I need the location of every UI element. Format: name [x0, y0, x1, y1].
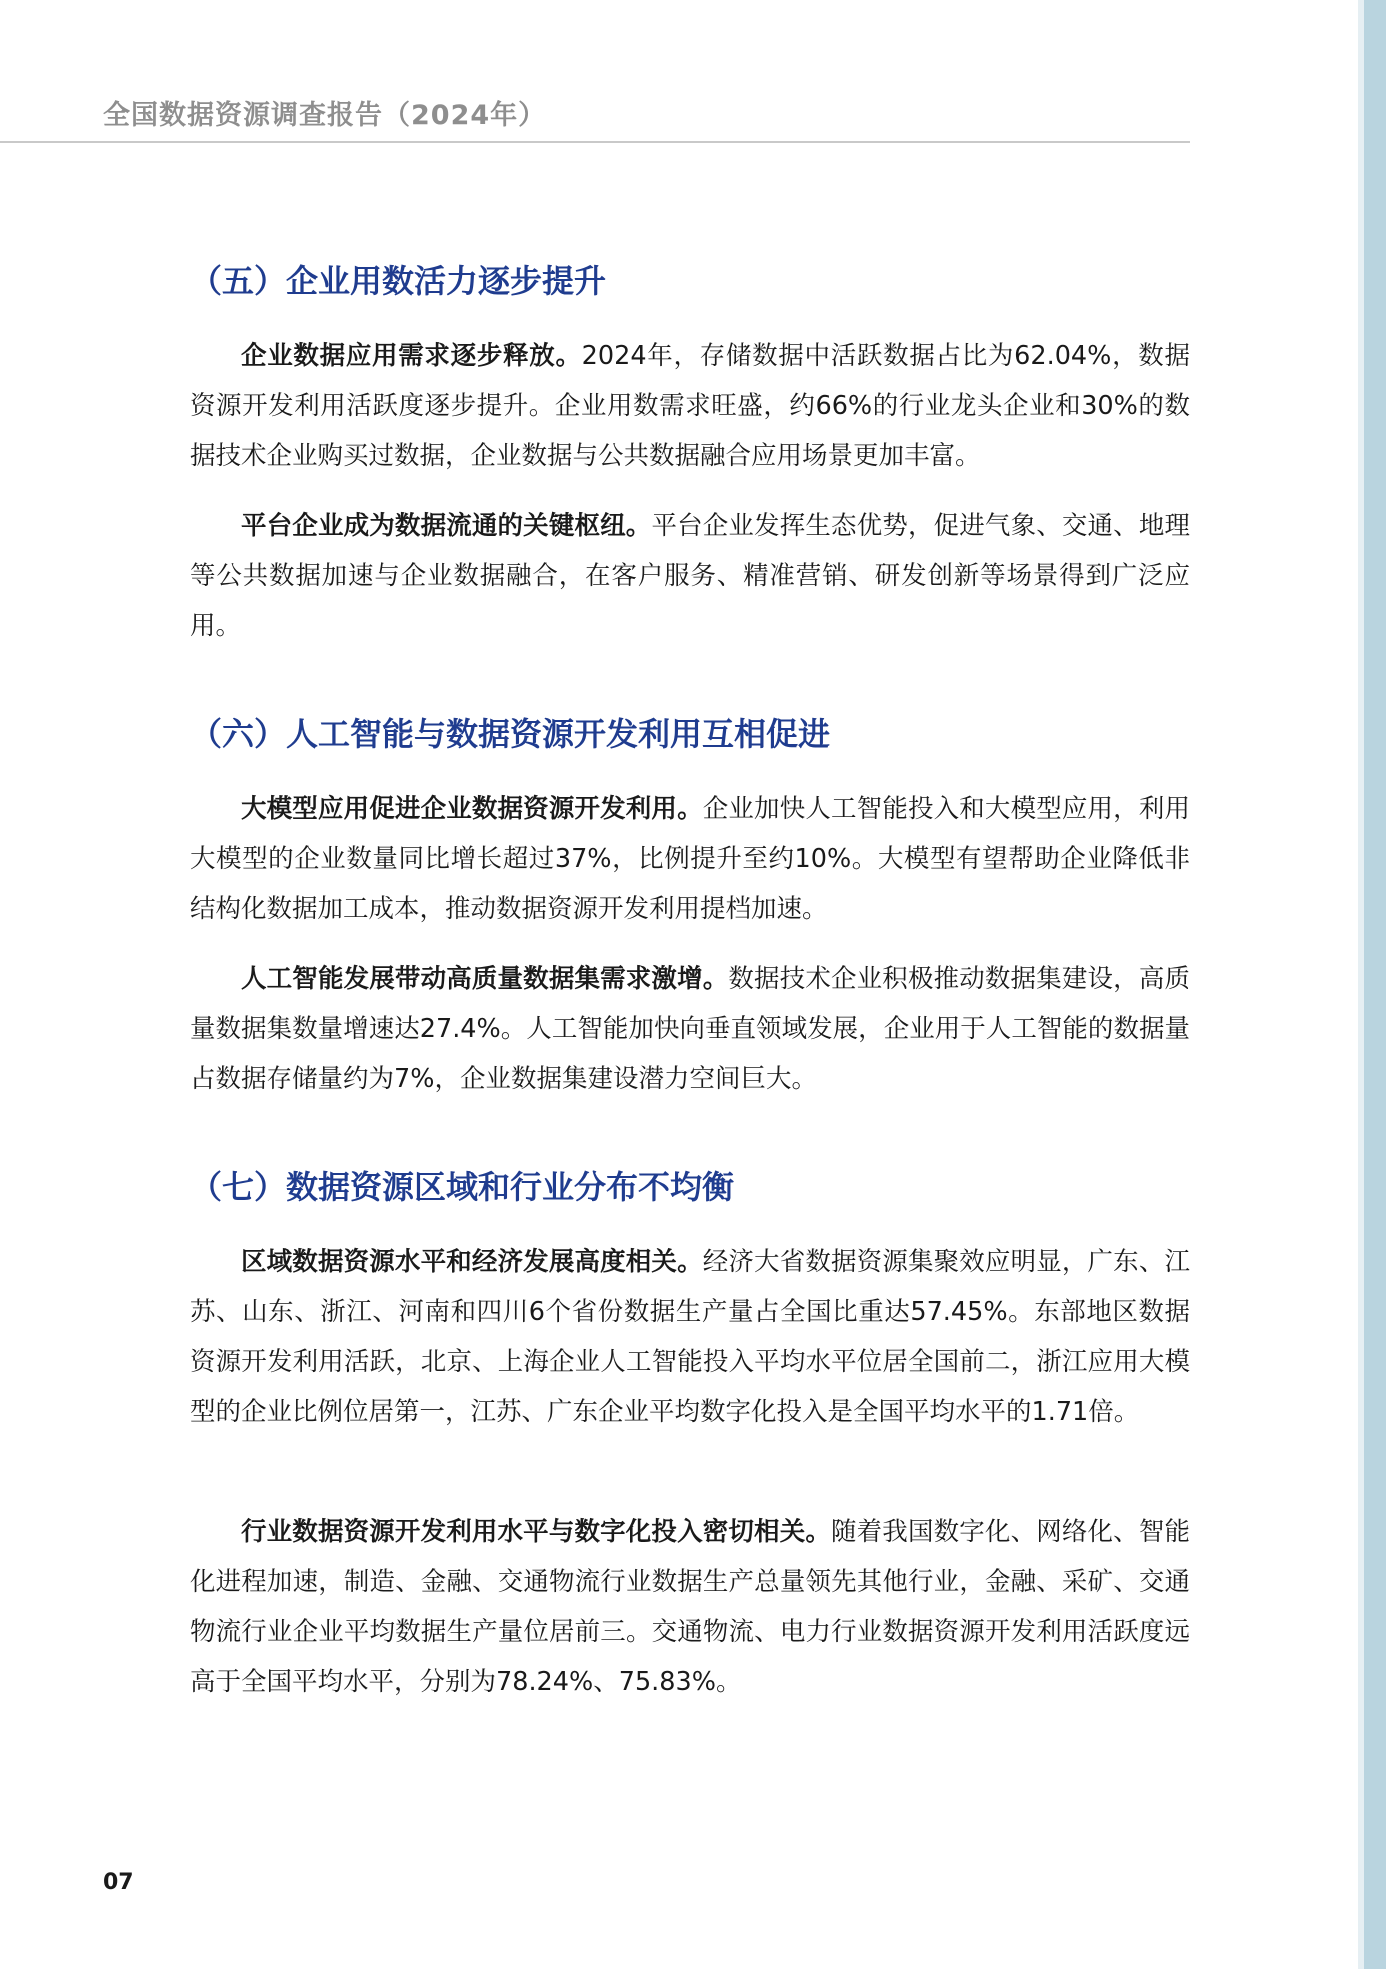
paragraph [190, 1507, 1190, 1707]
paragraph-lead: 平台企业成为数据流通的关键枢纽。 [241, 511, 652, 541]
paragraph-body: 数据技术企业积极推动数据集建设，高质量数据集数量增速达27.4%。人工智能加快向垂直领域发展，企业用于人工智能的数据量占数据存储量约为7%，企业数据集建设潜力空间巨大。 [190, 964, 1190, 1094]
running-header: 全国数据资源调查报告（2024年） [103, 100, 547, 131]
paragraph-lead: 大模型应用促进企业数据资源开发利用。 [241, 794, 703, 824]
paragraph-body: 企业加快人工智能投入和大模型应用，利用大模型的企业数量同比增长超过37%，比例提升至约10%。大模型有望帮助企业降低非结构化数据加工成本，推动数据资源开发利用提档加速。 [190, 794, 1190, 924]
paragraph-body: 2024年，存储数据中活跃数据占比为62.04%，数据资源开发利用活跃度逐步提升。企业用数需求旺盛，约66%的行业龙头企业和30%的数据技术企业购买过数据，企业数据与公共数据融合应用场景更加丰富。 [190, 341, 1190, 471]
paragraph-lead: 企业数据应用需求逐步释放。 [241, 341, 582, 371]
paragraph-lead: 区域数据资源水平和经济发展高度相关。 [241, 1247, 703, 1277]
section-title-5: （五）企业用数活力逐步提升 [190, 262, 607, 300]
paragraph [190, 954, 1190, 1104]
paragraph-body: 平台企业发挥生态优势，促进气象、交通、地理等公共数据加速与企业数据融合，在客户服务、精准营销、研发创新等场景得到广泛应用。 [190, 511, 1190, 641]
section-title-6: （六）人工智能与数据资源开发利用互相促进 [190, 715, 831, 753]
paragraph [190, 1237, 1190, 1437]
page-number: 07 [103, 1870, 134, 1895]
paragraph [190, 331, 1190, 481]
header-divider [0, 141, 1190, 143]
paragraph [190, 501, 1190, 651]
paragraph [190, 784, 1190, 934]
section-title-7: （七）数据资源区域和行业分布不均衡 [190, 1168, 735, 1206]
paragraph-body: 经济大省数据资源集聚效应明显，广东、江苏、山东、浙江、河南和四川6个省份数据生产量占全国比重达57.45%。东部地区数据资源开发利用活跃，北京、上海企业人工智能投入平均水平位居全国前二，浙江应用大模型的企业比例位居第一，江苏、广东企业平均数字化投入是全国平均水平的1.71倍。 [190, 1247, 1190, 1427]
paragraph-lead: 行业数据资源开发利用水平与数字化投入密切相关。 [241, 1517, 831, 1547]
page-edge-decoration [1358, 0, 1386, 1969]
paragraph-body: 随着我国数字化、网络化、智能化进程加速，制造、金融、交通物流行业数据生产总量领先其他行业，金融、采矿、交通物流行业企业平均数据生产量位居前三。交通物流、电力行业数据资源开发利用活跃度远高于全国平均水平，分别为78.24%、75.83%。 [190, 1517, 1190, 1697]
paragraph-lead: 人工智能发展带动高质量数据集需求激增。 [241, 964, 729, 994]
